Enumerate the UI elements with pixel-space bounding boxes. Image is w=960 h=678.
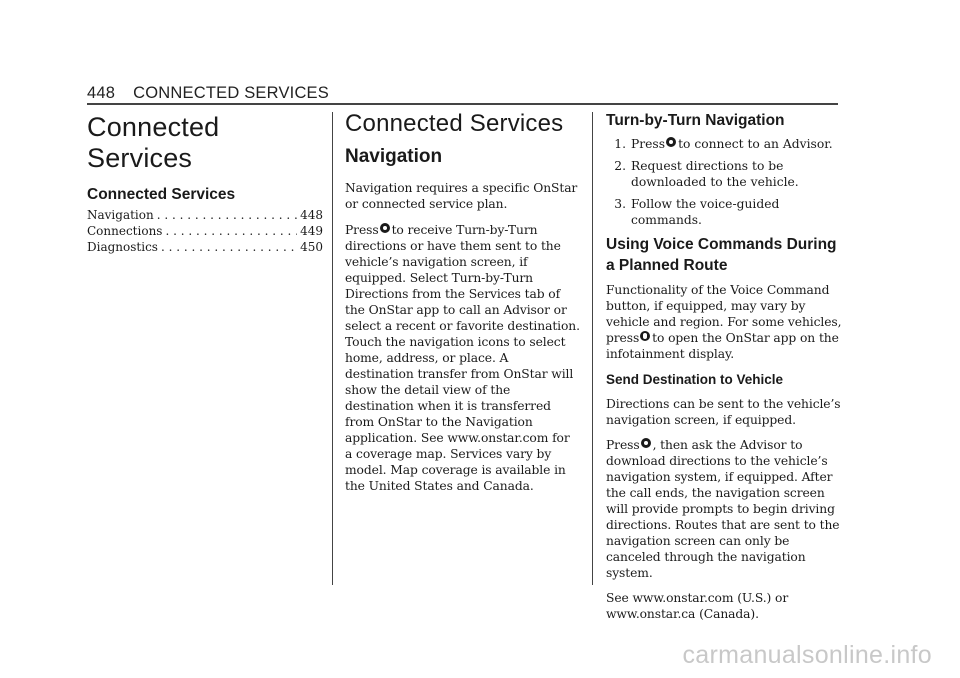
toc-heading: Connected Services	[87, 186, 236, 203]
step-item: 1. Press to connect to an Advisor.	[614, 137, 833, 151]
column-divider	[332, 112, 333, 585]
toc-item-navigation[interactable]: Navigation . . . 448	[87, 207, 323, 223]
header-rule	[87, 103, 838, 105]
page-header	[87, 84, 838, 104]
navigation-plan-paragraph: Navigation requires a specific OnStar or connected service plan.	[345, 181, 578, 211]
step-item: 3. Follow the voice-guided commands.	[614, 197, 780, 227]
watermark: carmanualsonline.info	[682, 641, 932, 669]
voice-commands-heading: Using Voice Commands During a Planned Route	[606, 236, 837, 274]
onstar-button-icon	[641, 438, 651, 448]
navigation-press-paragraph: Press to receive Turn-by-Turn directions or have them sent to the vehicle’s navigation screen, if equipped. Select Turn-by-Turn Directions from the Services tab of the OnStar app to call an Advisor or select a recent or favorite destination. Touch the navigation icons to select home, address, or place. A destination transfer from OnStar will show the detail view of the destination when it is transferred from OnStar to the Navigation application. See www.onstar.com for a coverage map. Services vary by model. Map coverage is available in the United States and Canada.	[345, 223, 580, 493]
onstar-button-icon	[666, 137, 676, 147]
table-of-contents	[87, 207, 323, 255]
send-destination-heading: Send Destination to Vehicle	[606, 372, 784, 387]
chapter-title: CONNECTED SERVICES	[133, 84, 329, 102]
send-destination-paragraph: Directions can be sent to the vehicle’s navigation screen, if equipped.	[606, 397, 841, 427]
column-navigation	[345, 110, 580, 494]
section-title: Connected Services	[87, 112, 220, 173]
page-number: 448	[87, 84, 116, 102]
voice-command-icon	[640, 331, 650, 341]
steps-list	[606, 136, 842, 228]
toc-item-connections[interactable]: Connections . . . 449	[87, 223, 323, 239]
column-divider	[592, 112, 593, 585]
column-contents	[87, 110, 323, 255]
column-turn-by-turn	[606, 110, 842, 622]
navigation-heading: Navigation	[345, 146, 443, 167]
toc-item-diagnostics[interactable]: Diagnostics . . . 450	[87, 239, 323, 255]
advisor-paragraph: Press , then ask the Advisor to download directions to the vehicle’s navigation system, if equipped. After the call ends, the navigation screen will provide prompts to begin driving directions. Routes that are sent to the navigation screen can only be canceled through the navigation system.	[606, 438, 840, 580]
section-title: Connected Services	[345, 110, 564, 137]
turn-by-turn-heading: Turn-by-Turn Navigation	[606, 112, 785, 129]
onstar-button-icon	[380, 223, 390, 233]
links-paragraph: See www.onstar.com (U.S.) or www.onstar.ca (Canada).	[606, 591, 789, 621]
voice-commands-paragraph: Functionality of the Voice Command button, if equipped, may vary by vehicle and region. For some vehicles, press to open the OnStar app on the infotainment display.	[606, 283, 842, 361]
step-item: 2. Request directions to be downloaded to the vehicle.	[614, 159, 799, 189]
